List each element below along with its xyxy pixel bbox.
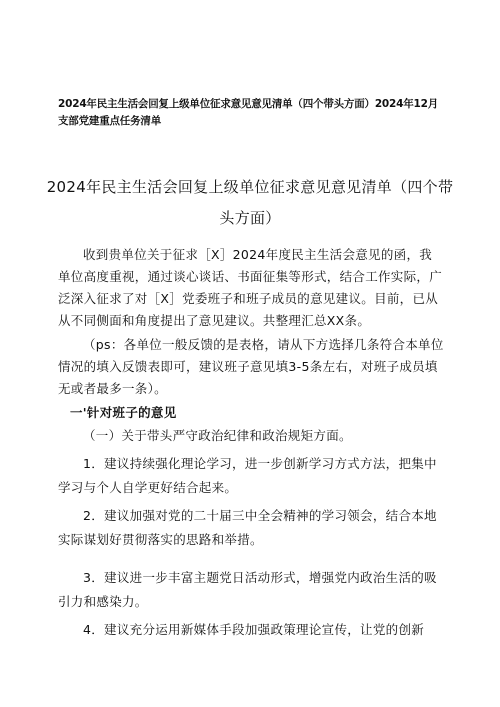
document-title: 2024年民主生活会回复上级单位征求意见意见清单（四个带头方面）	[46, 178, 454, 227]
section-heading: 一'针对班子的意见	[70, 405, 177, 420]
intro-paragraph: 收到贵单位关于征求［X］2024年度民主生活会意见的函，我单位高度重视，通过谈心谈话、书面征集等形式，结合工作实际，广泛深入征求了对［X］党委班子和班子成员的意见建议。目前，已从从不同侧面和角度提出了意见建议。共整理汇总XX条。	[58, 247, 443, 328]
list-item: 1．建议持续强化理论学习，进一步创新学习方式方法，把集中学习与个人自学更好结合起来。	[58, 456, 437, 495]
note-paragraph: （ps：各单位一般反馈的是表格，请从下方选择几条符合本单位情况的填入反馈表即可，建议班子意见填3-5条左右，对班子成员填无或者最多一条）。	[58, 337, 444, 396]
list-item: 2．建议加强对党的二十届三中全会精神的学习领会，结合本地实际谋划好贯彻落实的思路和举措。	[58, 508, 437, 547]
list-item: 3．建议进一步丰富主题党日活动形式，增强党内政治生活的吸引力和感染力。	[58, 570, 437, 609]
subsection-heading: （一）关于带头严守政治纪律和政治规矩方面。	[83, 428, 352, 443]
document-header: 2024年民主生活会回复上级单位征求意见意见清单（四个带头方面）2024年12月支部党建重点任务清单	[58, 98, 439, 127]
document-body	[58, 244, 444, 642]
list-item: 4．建议充分运用新媒体手段加强政策理论宣传，让党的创新	[83, 622, 425, 637]
